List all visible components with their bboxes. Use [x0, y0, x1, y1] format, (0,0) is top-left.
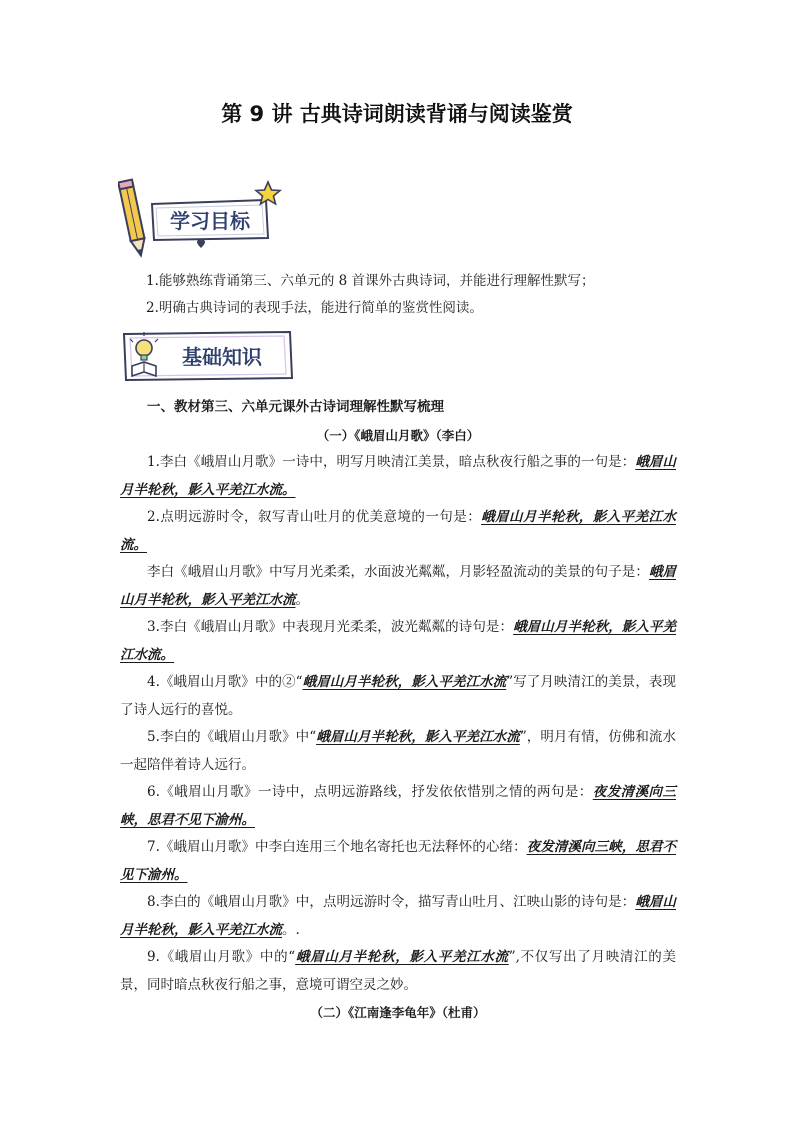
objective-item: 1.能够熟练背诵第三、六单元的 8 首课外古典诗词，并能进行理解性默写；: [146, 273, 595, 289]
question-tail: 。: [295, 591, 309, 608]
question-text: 4.《峨眉山月歌》中的②“: [147, 674, 303, 690]
question-text: 3.李白《峨眉山月歌》中表现月光柔柔，波光粼粼的诗句是：: [147, 619, 514, 635]
answer-text: 夜发清溪向三峡，思君不见下渝州。: [120, 784, 676, 828]
book-bulb-icon: [118, 326, 298, 386]
banner-knowledge-text: 基础知识: [182, 345, 262, 369]
question-text: 8.李白的《峨眉山月歌》中，点明远游时令，描写青山吐月、江映山影的诗句是：: [147, 894, 636, 910]
question-text: 9.《峨眉山月歌》中的“: [147, 949, 296, 965]
question-item: [120, 614, 676, 669]
answer-text: 夜发清溪向三峡，思君不见下渝州。: [120, 839, 676, 883]
basic-knowledge-banner: [118, 326, 298, 386]
question-item: [120, 559, 676, 614]
question-text: 2.点明远游时令，叙写青山吐月的优美意境的一句是：: [147, 509, 482, 525]
question-tail: ”，明月有情，仿佛和流水一起陪伴着诗人远行。: [120, 729, 677, 773]
subsection-title: （一）《峨眉山月歌》（李白）: [316, 427, 480, 443]
answer-text: 峨眉山月半轮秋，影入平羌江水流: [295, 949, 509, 965]
question-text: 李白《峨眉山月歌》中写月光柔柔，水面波光粼粼，月影轻盈流动的美景的句子是：: [147, 564, 649, 580]
question-item: [120, 669, 676, 724]
question-item: [120, 834, 676, 889]
question-tail: ”写了月映清江的美景，表现了诗人远行的喜悦。: [120, 674, 676, 718]
question-item: [120, 724, 676, 779]
answer-text: 峨眉山月半轮秋，影入平羌江水流: [302, 674, 507, 690]
banner-goal-text: 学习目标: [170, 209, 250, 233]
objectives-list: [146, 268, 706, 322]
question-item: [120, 889, 676, 944]
answer-text: 峨眉山月半轮秋，影入平羌江水流。: [120, 509, 676, 553]
section-title: 一、教材第三、六单元课外古诗词理解性默写梳理: [147, 399, 444, 415]
answer-text: 峨眉山月半轮秋，影入平羌江水流: [316, 729, 520, 745]
question-text: 6.《峨眉山月歌》一诗中，点明远游路线，抒发依依惜别之情的两句是：: [147, 784, 593, 800]
question-item: [120, 504, 676, 559]
page-title: 第 9 讲 古典诗词朗读背诵与阅读鉴赏: [221, 102, 573, 126]
main-content: [120, 394, 676, 1027]
question-item: [120, 779, 676, 834]
question-text: 7.《峨眉山月歌》中李白连用三个地名寄托也无法释怀的心绪：: [147, 839, 527, 855]
question-item: [120, 449, 676, 504]
answer-text: 峨眉山月半轮秋，影入平羌江水流。: [120, 454, 676, 498]
question-tail: 。.: [282, 921, 300, 938]
answer-text: 峨眉山月半轮秋，影入平羌江水流。: [120, 619, 676, 663]
subsection-title: （二）《江南逢李龟年》（杜甫）: [310, 1005, 486, 1020]
pencil-star-icon: [118, 178, 288, 258]
question-tail: ”,不仅写出了月映清江的美景，同时暗点秋夜行船之事，意境可谓空灵之妙。: [120, 949, 676, 993]
learning-goals-banner: [118, 178, 288, 258]
question-item: [120, 944, 676, 999]
question-text: 1.李白《峨眉山月歌》一诗中，明写月映清江美景，暗点秋夜行船之事的一句是：: [147, 454, 636, 470]
objective-item: 2.明确古典诗词的表现手法，能进行简单的鉴赏性阅读。: [146, 300, 483, 316]
answer-text: 峨眉山月半轮秋，影入平羌江水流: [120, 564, 677, 608]
answer-text: 峨眉山月半轮秋，影入平羌江水流: [120, 894, 676, 938]
question-text: 5.李白的《峨眉山月歌》中“: [147, 729, 317, 745]
